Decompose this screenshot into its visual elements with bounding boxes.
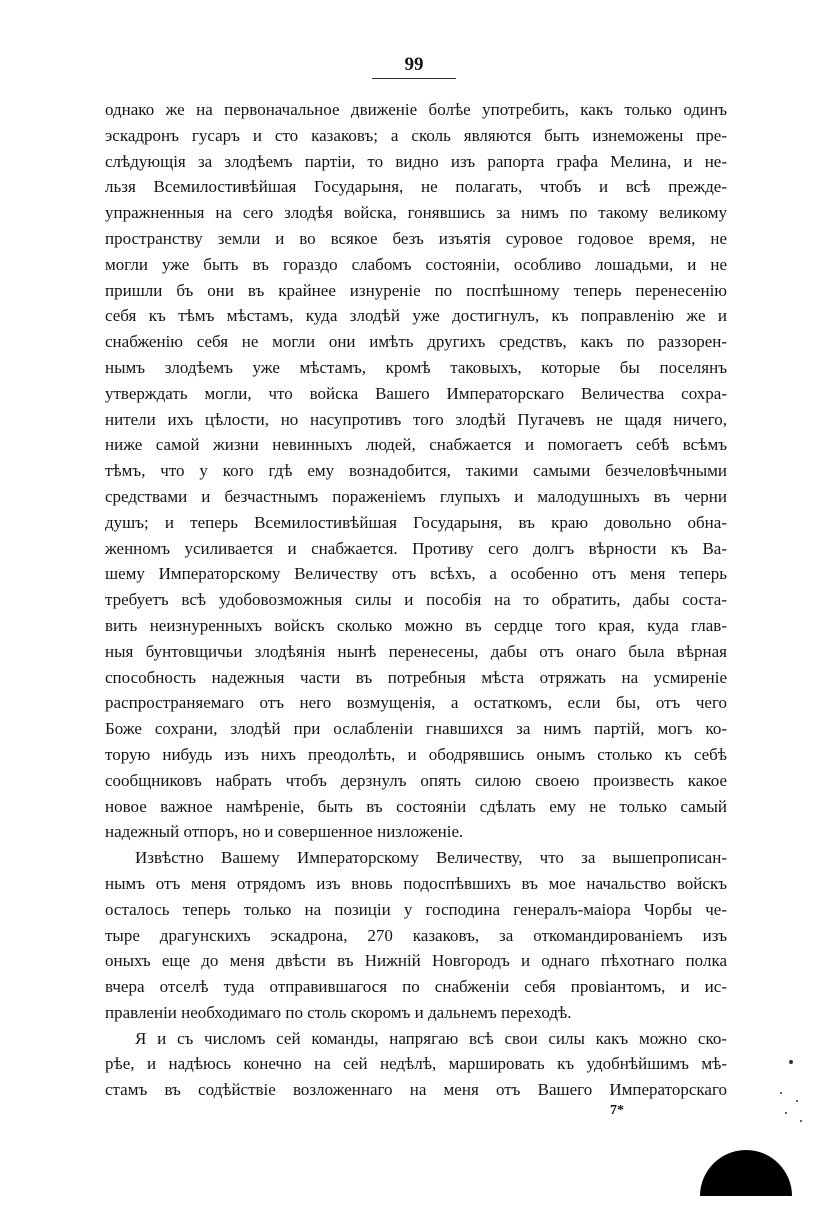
text-line: душъ; и теперь Всемилостивѣйшая Государыня, въ краю довольно обна- — [105, 512, 727, 532]
text-line: осталось теперь только на позиціи у господина генералъ-маіора Чорбы че- — [105, 899, 727, 919]
text-line: эскадронъ гусаръ и сто казаковъ; а сколь являются быть изнеможены пре- — [105, 125, 727, 145]
text-line: нымъ злодѣемъ уже мѣстамъ, кромѣ таковыхъ, которые бы поселянъ — [105, 357, 727, 377]
scan-speck — [789, 1060, 793, 1064]
text-line: могли уже быть въ гораздо слабомъ состояніи, особливо лошадьми, и не — [105, 254, 727, 274]
text-line: Боже сохрани, злодѣй при ослабленіи гнавшихся за нимъ партій, могъ ко- — [105, 719, 727, 739]
text-line: Извѣстно Вашему Императорскому Величеству, что за вышепрописан- — [135, 848, 727, 868]
text-line: торую нибудь изъ нихъ преодолѣть, и ободрявшись онымъ столько къ себѣ — [105, 744, 727, 764]
page-number: 99 — [404, 54, 424, 75]
text-line: требуетъ всѣ удобовозможныя силы и пособія на то обратить, дабы соста- — [105, 590, 727, 610]
scan-speck — [796, 1100, 798, 1102]
signature-mark: 7* — [610, 1103, 624, 1118]
text-line: Я и съ числомъ сей команды, напрягаю всѣ свои силы какъ можно ско- — [135, 1028, 727, 1048]
text-line: себя къ тѣмъ мѣстамъ, куда злодѣй уже достигнулъ, къ поправленію же и — [105, 306, 727, 326]
text-line: вить неизнуренныхъ войскъ сколько можно въ сердце того края, куда глав- — [105, 615, 727, 635]
scan-speck — [800, 1120, 802, 1122]
text-line: способность надежныя части въ потребныя мѣста отряжать на усмиреніе — [105, 667, 727, 687]
scan-speck — [780, 1092, 782, 1094]
text-line: средствами и безчастнымъ пораженіемъ глупыхъ и малодушныхъ въ черни — [105, 486, 727, 506]
text-line: новое важное намѣреніе, быть въ состояніи сдѣлать ему не только самый — [105, 796, 727, 816]
text-line: нители ихъ цѣлости, но насупротивъ того злодѣй Пугачевъ не щадя ничего, — [105, 409, 727, 429]
text-line: ниже самой жизни невинныхъ людей, снабжается и помогаетъ себѣ всѣмъ — [105, 435, 727, 455]
text-line: пришли бъ они въ крайнее изнуреніе по поспѣшному теперь перенесенію — [105, 280, 727, 300]
text-line: слѣдующія за злодѣемъ партіи, то видно изъ рапорта графа Мелина, и не- — [105, 151, 727, 171]
text-line: упражненныя на сего злодѣя войска, гонявшись за нимъ по такому великому — [105, 203, 727, 223]
text-line: шему Императорскому Величеству отъ всѣхъ, а особенно отъ меня теперь — [105, 564, 727, 584]
text-line: сообщниковъ набрать чтобъ дерзнулъ опять силою своею произвесть какое — [105, 770, 727, 790]
text-line: однако же на первоначальное движеніе болѣе употребить, какъ только одинъ — [105, 100, 727, 119]
page-body-text — [105, 97, 727, 1103]
text-line: оныхъ еще до меня двѣсти въ Нижній Новгородъ и однаго пѣхотнаго полка — [105, 951, 727, 971]
text-line: нымъ отъ меня отрядомъ изъ вновь подоспѣвшихъ въ мое начальство войскъ — [105, 873, 727, 893]
text-line: пространству земли и во всякое безъ изъятія суровое годовое время, не — [105, 228, 727, 248]
text-line: распространяемаго отъ него возмущенія, а остаткомъ, если бы, отъ чего — [105, 693, 727, 713]
text-line: льзя Всемилостивѣйшая Государыня, не полагать, чтобъ и всѣ прежде- — [105, 177, 727, 197]
text-line: снабженію себя не могли они имѣть другихъ средствъ, какъ по раззорен- — [105, 332, 727, 352]
scan-blot — [700, 1150, 792, 1196]
text-line: стамъ въ содѣйствіе возложеннаго на меня отъ Вашего Императорскаго — [105, 1080, 727, 1100]
text-line: тыре драгунскихъ эскадрона, 270 казаковъ, за откомандированіемъ изъ — [105, 925, 727, 945]
text-line: надежный отпоръ, но и совершенное низложеніе. — [105, 822, 464, 842]
text-line: вчера отселѣ туда отправившагося по снабженіи себя провіантомъ, и ис- — [105, 977, 727, 997]
text-line: рѣе, и надѣюсь конечно на сей недѣлѣ, маршировать къ удобнѣйшимъ мѣ- — [105, 1054, 727, 1074]
scan-speck — [785, 1112, 787, 1114]
text-line: утверждать могли, что войска Вашего Императорскаго Величества сохра- — [105, 383, 727, 403]
text-line: правленіи необходимаго по столь скоромъ и дальнемъ переходѣ. — [105, 1002, 572, 1022]
text-line: ныя бунтовщичьи злодѣянія нынѣ перенесены, дабы отъ онаго была вѣрная — [105, 641, 727, 661]
header-rule — [372, 78, 456, 79]
text-line: женномъ усиливается и снабжается. Противу сего долгъ вѣрности къ Ва- — [105, 538, 727, 558]
text-line: тѣмъ, что у кого гдѣ ему вознадобится, такими самыми безчеловѣчными — [105, 461, 727, 481]
